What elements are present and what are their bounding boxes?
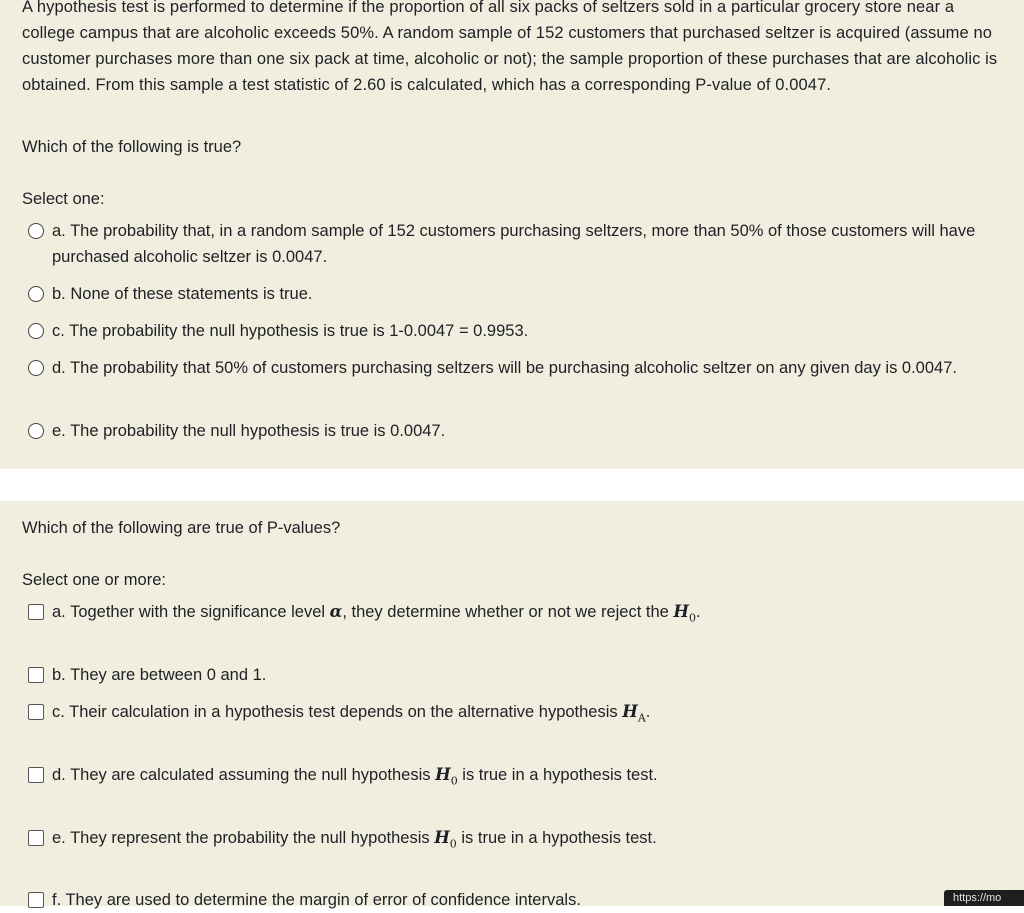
alpha-symbol: α (329, 602, 343, 621)
option-text-before: Their calculation in a hypothesis test depends on the alternative hypothesis (69, 703, 623, 721)
status-url-tooltip: https://mo (944, 890, 1024, 906)
q2-option-f[interactable] (28, 887, 988, 913)
radio-button[interactable] (28, 360, 44, 376)
option-letter: e. (52, 422, 66, 440)
question-1-prompt: Which of the following is true? (22, 138, 242, 156)
option-letter: c. (52, 322, 65, 340)
question-2-prompt: Which of the following are true of P-values? (22, 519, 341, 537)
q2-option-b[interactable] (28, 662, 988, 688)
q1-option-d[interactable] (28, 355, 988, 381)
hypothesis-symbol: $H_A$ (622, 702, 646, 725)
question-1-instruction: Select one: (22, 190, 105, 208)
q2-option-c[interactable] (28, 699, 988, 731)
q1-option-c[interactable] (28, 318, 988, 344)
option-text-before: They are calculated assuming the null hypothesis (70, 766, 436, 784)
option-text-before: Together with the significance level (70, 603, 330, 621)
option-text-after: . (696, 603, 701, 621)
q1-option-e[interactable] (28, 418, 988, 444)
option-letter: f. (52, 891, 62, 909)
q2-option-e[interactable] (28, 825, 988, 857)
option-letter: d. (52, 766, 66, 784)
option-text-after: is true in a hypothesis test. (456, 829, 657, 847)
option-letter: a. (52, 603, 66, 621)
question-1-stem: A hypothesis test is performed to determine if the proportion of all six packs of seltzers sold in a particular grocery store near a college campus that are alcoholic exceeds 50%. A random sample of 152 customers that purchased seltzer is acquired (assume no customer purchases more than one six pack at time, alcoholic or not); the sample proportion of these purchases that are alcoholic is obtained. From this sample a test statistic of 2.60 is calculated, which has a corresponding P-value of 0.0047. (22, 0, 998, 94)
question-2-panel (0, 501, 1024, 909)
radio-button[interactable] (28, 323, 44, 339)
option-letter: b. (52, 285, 66, 303)
hypothesis-symbol: $H_0$ (435, 765, 458, 788)
q2-option-d[interactable] (28, 762, 988, 794)
checkbox[interactable] (28, 604, 44, 620)
checkbox[interactable] (28, 767, 44, 783)
q1-option-b[interactable] (28, 281, 988, 307)
radio-button[interactable] (28, 423, 44, 439)
option-text-before: They represent the probability the null hypothesis (70, 829, 435, 847)
option-text-middle: , they determine whether or not we reject the (342, 603, 674, 621)
option-text-after: . (645, 703, 651, 721)
option-text: None of these statements is true. (70, 285, 313, 303)
option-text: They are used to determine the margin of error of confidence intervals. (65, 891, 581, 909)
option-text-after: is true in a hypothesis test. (457, 766, 658, 784)
checkbox[interactable] (28, 704, 44, 720)
option-text: The probability the null hypothesis is true is 0.0047. (70, 422, 446, 440)
q1-option-a[interactable] (28, 218, 988, 270)
radio-button[interactable] (28, 223, 44, 239)
question-2-instruction: Select one or more: (22, 571, 166, 589)
option-letter: e. (52, 829, 66, 847)
option-text: They are between 0 and 1. (70, 666, 267, 684)
checkbox[interactable] (28, 667, 44, 683)
option-text: The probability that 50% of customers purchasing seltzers will be purchasing alcoholic seltzer on any given day is 0.0047. (70, 359, 957, 377)
q2-option-a[interactable] (28, 599, 988, 631)
radio-button[interactable] (28, 286, 44, 302)
option-letter: c. (52, 703, 65, 721)
hypothesis-symbol: $H_0$ (434, 828, 457, 851)
option-text: The probability that, in a random sample of 152 customers purchasing seltzers, more than 50% of those customers will have purchased alcoholic seltzer is 0.0047. (52, 222, 976, 266)
option-letter: b. (52, 666, 66, 684)
hypothesis-symbol: $H_0$ (673, 602, 697, 625)
checkbox[interactable] (28, 830, 44, 846)
option-letter: d. (52, 359, 66, 377)
option-letter: a. (52, 222, 66, 240)
option-text: The probability the null hypothesis is true is 1-0.0047 = 0.9953. (69, 322, 529, 340)
